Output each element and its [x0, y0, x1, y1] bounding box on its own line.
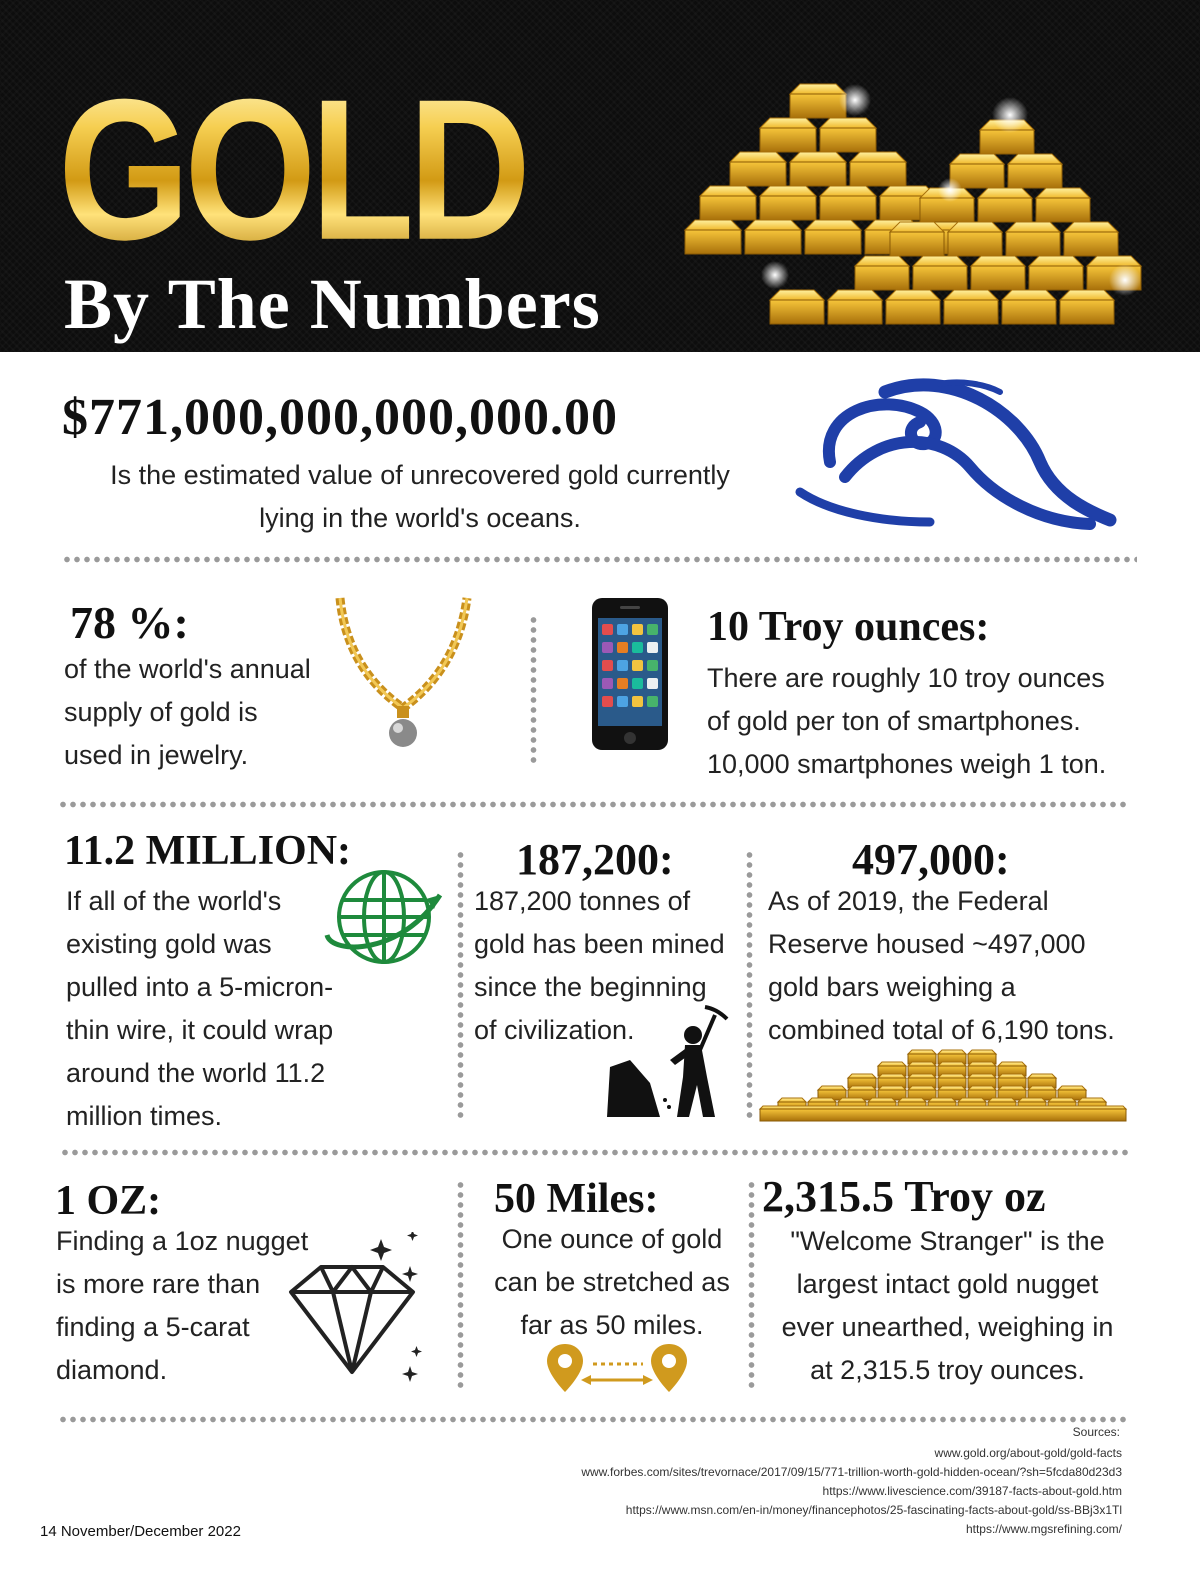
source-link[interactable]: https://www.livescience.com/39187-facts-about-gold.htm: [822, 1484, 1122, 1498]
ocean-desc-line: Is the estimated value of unrecovered gold currently: [110, 460, 730, 490]
mined-line: of civilization.: [474, 1015, 635, 1045]
vertical-divider: [746, 850, 753, 1118]
gold-bars-icon: [680, 60, 1160, 350]
map-pin-distance-icon: [545, 1342, 690, 1394]
miles-text: [478, 1218, 746, 1347]
page-title: GOLD: [58, 58, 526, 283]
smartphones-text: [707, 657, 1137, 786]
wire-line: If all of the world's: [66, 886, 282, 916]
jewelry-line: used in jewelry.: [64, 740, 249, 770]
vertical-divider: [457, 1180, 464, 1390]
source-link[interactable]: https://www.mgsrefining.com/: [965, 1522, 1122, 1536]
miles-line: One ounce of gold: [501, 1224, 723, 1254]
ocean-wave-icon: [790, 372, 1120, 532]
source-link[interactable]: www.gold.org/about-gold/gold-facts: [934, 1446, 1122, 1460]
nugget-line: finding a 5-carat: [56, 1312, 250, 1342]
mined-line: since the beginning: [474, 972, 707, 1002]
stranger-line: "Welcome Stranger" is the: [790, 1226, 1105, 1256]
nugget-line: diamond.: [56, 1355, 168, 1385]
stranger-line: at 2,315.5 troy ounces.: [810, 1355, 1085, 1385]
miner-icon: [605, 1005, 735, 1120]
divider: [62, 556, 1137, 563]
wire-line: pulled into a 5-micron-: [66, 972, 334, 1002]
wire-line: around the world 11.2: [66, 1058, 326, 1088]
smartphones-line: of gold per ton of smartphones.: [707, 706, 1081, 736]
wire-heading: 11.2 MILLION:: [64, 828, 352, 874]
ocean-description: [60, 454, 780, 540]
reserve-line: Reserve housed ~497,000: [768, 929, 1086, 959]
mined-line: gold has been mined: [474, 929, 725, 959]
jewelry-heading: 78 %:: [70, 597, 189, 648]
reserve-heading: 497,000:: [852, 835, 1010, 884]
sources-list: [422, 1444, 1122, 1539]
diamond-icon: [283, 1232, 428, 1392]
header-banner: [0, 0, 1200, 352]
source-link[interactable]: www.forbes.com/sites/trevornace/2017/09/15/771-trillion-worth-gold-hidden-ocean/?sh=5fcda80d23d3: [581, 1465, 1122, 1479]
vertical-divider: [748, 1180, 755, 1390]
stranger-heading: 2,315.5 Troy oz: [762, 1172, 1046, 1221]
source-link[interactable]: https://www.msn.com/en-in/money/financephotos/25-fascinating-facts-about-gold/ss-BBj3x1Tl: [625, 1503, 1122, 1517]
ocean-value: $771,000,000,000,000.00: [62, 389, 618, 446]
smartphone-icon: [590, 596, 670, 752]
smartphones-line: 10,000 smartphones weigh 1 ton.: [707, 749, 1107, 779]
wire-line: thin wire, it could wrap: [66, 1015, 334, 1045]
miles-line: can be stretched as: [494, 1267, 730, 1297]
stranger-line: ever unearthed, weighing in: [781, 1312, 1114, 1342]
stranger-text: [760, 1220, 1135, 1392]
divider: [58, 1416, 1130, 1423]
wire-line: million times.: [66, 1101, 223, 1131]
page-footer: 14 November/December 2022: [40, 1523, 241, 1540]
smartphones-heading: 10 Troy ounces:: [707, 604, 990, 650]
sources-label: Sources:: [1072, 1425, 1120, 1439]
reserve-line: As of 2019, the Federal: [768, 886, 1049, 916]
gold-bars-stack-icon: [758, 1048, 1128, 1124]
jewelry-line: of the world's annual: [64, 654, 311, 684]
smartphones-line: There are roughly 10 troy ounces: [707, 663, 1105, 693]
jewelry-text: [64, 648, 344, 777]
divider: [58, 801, 1128, 808]
reserve-line: gold bars weighing a: [768, 972, 1016, 1002]
mined-line: 187,200 tonnes of: [474, 886, 691, 916]
stranger-line: largest intact gold nugget: [796, 1269, 1099, 1299]
nugget-line: is more rare than: [56, 1269, 261, 1299]
nugget-line: Finding a 1oz nugget: [56, 1226, 309, 1256]
divider: [60, 1149, 1128, 1156]
wire-text: [66, 880, 366, 1138]
ocean-desc-line: lying in the world's oceans.: [259, 503, 581, 533]
necklace-icon: [325, 590, 485, 760]
page-subtitle: By The Numbers: [64, 264, 601, 344]
wire-line: existing gold was: [66, 929, 272, 959]
vertical-divider: [530, 615, 537, 767]
globe-icon: [322, 865, 447, 975]
jewelry-line: supply of gold is: [64, 697, 258, 727]
miles-heading: 50 Miles:: [494, 1176, 659, 1222]
reserve-line: combined total of 6,190 tons.: [768, 1015, 1115, 1045]
miles-line: far as 50 miles.: [520, 1310, 704, 1340]
reserve-text: [768, 880, 1148, 1052]
vertical-divider: [457, 850, 464, 1118]
mined-heading: 187,200:: [516, 835, 674, 884]
nugget-heading: 1 OZ:: [55, 1178, 162, 1224]
